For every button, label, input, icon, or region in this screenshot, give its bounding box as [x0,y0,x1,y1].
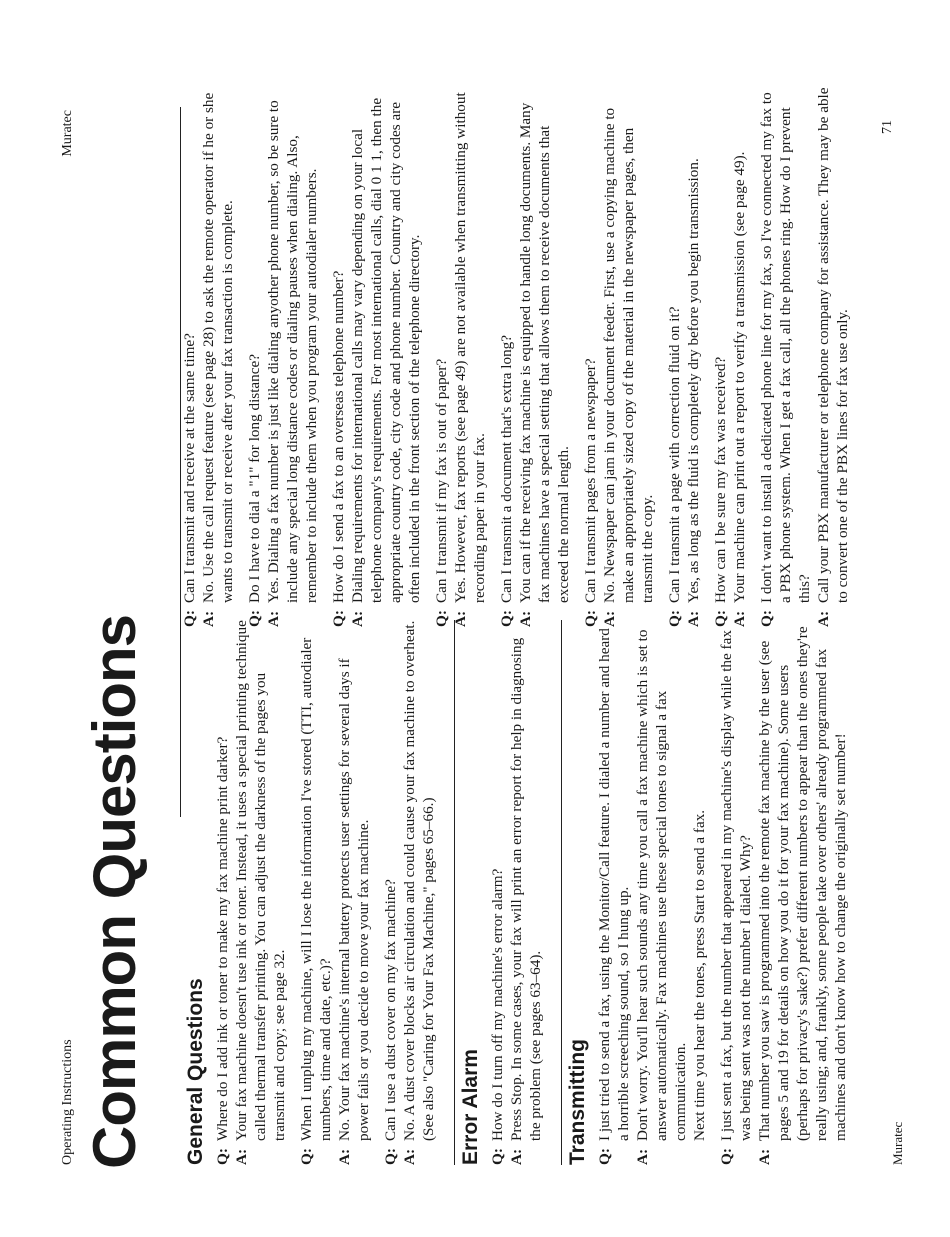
q-label: Q: [582,610,599,627]
question-text: Can I transmit a document that's extra long? [498,334,515,603]
answer-text: Next time you hear the tones, press Start to send a fax. [691,809,708,1141]
footer-brand: Muratec [890,1121,905,1165]
a-label: A: [634,1148,651,1165]
a-label: A: [731,610,748,627]
answer-text: Yes. Dialing a fax number is just like dialing anyother phone number, so be sure to include any special long distance codes or dialing pauses when dialing. Also, remember to include them when you program your autodialer numbers. [265,100,320,603]
a-label: A: [200,610,217,627]
section-heading-error-alarm: Error Alarm [454,620,480,1165]
question [711,87,730,627]
question [432,87,451,627]
a-label: A: [401,1148,418,1165]
question [757,87,814,627]
a-label: A: [336,1148,353,1165]
answer [451,87,489,627]
q-label: Q: [498,610,515,627]
answer [335,620,373,1165]
section-heading-transmitting: Transmitting [561,620,587,1165]
answer [814,87,852,627]
a-label: A: [517,610,534,627]
question [213,620,232,1165]
page-title: Common Questions [81,614,148,1169]
q-label: Q: [758,610,775,627]
answer [633,620,690,1165]
q-label: Q: [382,1148,399,1165]
q-label: Q: [712,610,729,627]
answer [684,87,703,627]
question-text: Can I use a dust cover on my fax machine? [382,879,399,1141]
answer-text: Dialing requirements for international calls may vary depending on your local telephone company's requirements. For most international calls, dial 0 1 1, then the appropriate country code, city code and phone number. Country and city codes are often included in the front section of the telephone directory. [349,97,423,603]
answer [730,87,749,627]
answer-continued [690,620,709,1165]
question-text: Can I transmit and receive at the same time? [181,333,198,603]
answer [755,620,850,1165]
q-label: Q: [298,1148,315,1165]
a-label: A: [233,1148,250,1165]
a-label: A: [349,610,366,627]
q-label: Q: [433,610,450,627]
question-text: Can I transmit if my fax is out of paper? [433,358,450,603]
a-label: A: [601,610,618,627]
answer [199,87,237,627]
running-header-right: Muratec [60,110,75,157]
q-label: Q: [718,1148,735,1165]
a-label: A: [815,610,832,627]
answer-text: Don't worry. You'll hear such sounds any time you call a fax machine which is set to answer automatically. Fax machines use these special tones to signal a fax communication. [634,629,689,1141]
left-column [180,620,850,1165]
a-label: A: [508,1148,525,1165]
question-text: When I unplug my machine, will I lose the information I've stored (TTI, autodialer numbers, time and date, etc.)? [298,637,334,1141]
question-text: How can I be sure my fax was received? [712,356,729,603]
answer-text: Your machine can print out a report to verify a transmission (see page 49). [731,151,748,603]
question-text: How do I turn off my machine's error alarm? [489,868,506,1141]
answer [600,87,657,627]
a-label: A: [756,1148,773,1165]
question [180,87,199,627]
question [665,87,684,627]
section-heading-general: General Questions [184,978,207,1165]
question-text: I just sent a fax, but the number that appeared in my machine's display while the fax was being sent was not the number I dialed. Why? [718,630,754,1141]
question-text: Can I transmit a page with correction fluid on it? [666,306,683,603]
question-text: How do I send a fax to an overseas telephone number? [330,270,347,603]
question-text: Can I transmit pages from a newspaper? [582,358,599,603]
question-text: Do I have to dial a "1" for long distance? [246,354,263,603]
answer [400,620,438,1165]
answer-text: Your fax machine doesn't use ink or toner. Instead, it uses a special printing technique called thermal transfer printing. You can adjust the darkness of the pages you transmit and copy; see page 32. [233,620,288,1141]
answer-text: Call your PBX manufacturer or telephone company for assistance. They may be able to convert one of the PBX lines for fax use only. [815,87,851,603]
right-column [180,87,852,627]
a-label: A: [265,610,282,627]
q-label: Q: [214,1148,231,1165]
answer-text: No. Your fax machine's internal battery protects user settings for several days if power fails or you decide to move your fax machine. [336,658,372,1141]
q-label: Q: [489,1148,506,1165]
answer-text: That number you saw is programmed into the remote fax machine by the user (see pages 5 and 19 for details on how you do it for your fax machine). Some users (perhaps for privacy's sake?) prefer different numbers to appear than the ones they're really using; and, frankly, some people take over others' already programmed fax machines and don't know how to change the originally set number! [756,626,849,1141]
question [497,87,516,627]
question [581,87,600,627]
answer [264,87,321,627]
q-label: Q: [666,610,683,627]
answer [232,620,289,1165]
question-text: I don't want to install a dedicated phone line for my fax, so I've connected my fax to a PBX phone system. When I get a fax call, all the phones ring. How do I prevent this? [758,92,813,603]
question [245,87,264,627]
q-label: Q: [330,610,347,627]
answer-text: No. Newspaper can jam in your document feeder. First, use a copying machine to make an appropriately sized copy of the material in the newspaper pages, then transmit the copy. [601,107,656,603]
question [488,620,507,1165]
answer [516,87,573,627]
answer-text: Press Stop. In some cases, your fax will print an error report for help in diagnosing the problem (see pages 63–64). [508,637,544,1141]
running-header-left: Operating Instructions [60,1039,75,1165]
question [329,87,348,627]
answer-text: No. A dust cover blocks air circulation and could cause your fax machine to overheat. (See also "Caring for Your Fax Machine," pages 65–66.) [401,620,437,1141]
a-label: A: [452,610,469,627]
question-text: Where do I add ink or toner to make my fax machine print darker? [214,736,231,1141]
answer-text: Yes. However, fax reports (see page 49) are not available when transmitting without recording paper in your fax. [452,92,488,603]
answer [507,620,545,1165]
a-label: A: [685,610,702,627]
q-label: Q: [246,610,263,627]
page-number: 71 [880,120,895,134]
q-label: Q: [181,610,198,627]
question-text: I just tried to send a fax, using the Monitor/Call feature. I dialed a number and heard a horrible screeching sound, so I hung up. [596,628,632,1141]
question [297,620,335,1165]
question [595,620,633,1165]
question [717,620,755,1165]
answer-text: You can if the receiving fax machine is equipped to handle long documents. Many fax machines have a special setting that allows them to receive documents that exceed the normal length. [517,102,572,603]
answer-text: No. Use the call request feature (see page 28) to ask the remote operator if he or she wants to transmit or receive after your fax transaction is complete. [200,92,236,603]
q-label: Q: [596,1148,613,1165]
question [381,620,400,1165]
answer [348,87,424,627]
answer-text: Yes, as long as the fluid is completely dry before you begin transmission. [685,158,702,603]
